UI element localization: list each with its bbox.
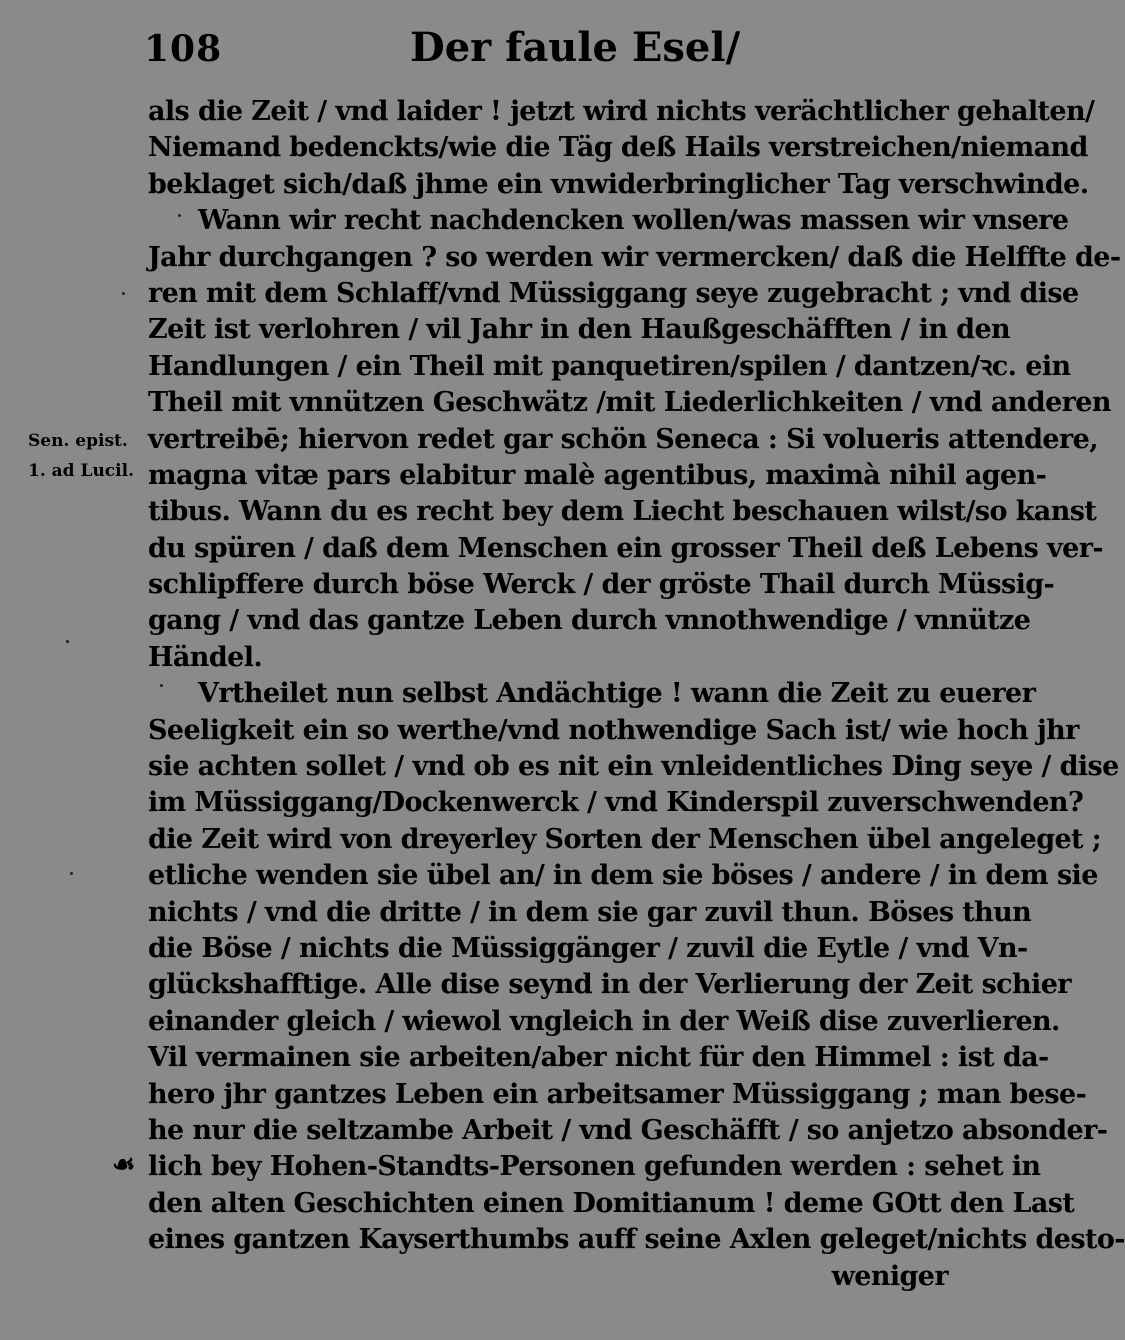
text-line: als die Zeit / vnd laider ! jetzt wird nichts verächtlicher gehalten/ bbox=[148, 96, 1095, 127]
ink-speck bbox=[70, 872, 73, 875]
text-line: hero jhr gantzes Leben ein arbeitsamer Müssiggang ; man bese- bbox=[148, 1078, 1087, 1110]
text-line: etliche wenden sie übel an/ in dem sie böses / andere / in dem sie bbox=[148, 860, 1098, 892]
text-line: beklaget sich/daß jhme ein vnwiderbringlicher Tag verschwinde. bbox=[148, 168, 1089, 200]
ink-speck bbox=[160, 684, 163, 687]
text-line: Jahr durchgangen ? so werden wir vermercken/ daß die Helffte de- bbox=[148, 241, 1121, 273]
text-line: die Böse / nichts die Müssiggänger / zuvil die Eytle / vnd Vn- bbox=[148, 932, 1028, 964]
ink-blot-mark: ☙ bbox=[112, 1150, 136, 1180]
body-text bbox=[148, 94, 1125, 1295]
text-line: Zeit ist verlohren / vil Jahr in den Haußgeschäfften / in den bbox=[148, 314, 1011, 346]
text-line: he nur die seltzambe Arbeit / vnd Geschäfft / so anjetzo absonder- bbox=[148, 1114, 1108, 1146]
text-line: Vil vermainen sie arbeiten/aber nicht für den Himmel : ist da- bbox=[148, 1042, 1049, 1074]
text-line: eines gantzen Kayserthumbs auff seine Axlen geleget/nichts desto- bbox=[148, 1224, 1125, 1256]
text-line: die Zeit wird von dreyerley Sorten der Menschen übel angeleget ; bbox=[148, 823, 1102, 855]
text-line: glückshafftige. Alle dise seynd in der Verlierung der Zeit schier bbox=[148, 969, 1071, 1001]
ink-speck bbox=[66, 640, 69, 643]
margin-note bbox=[28, 426, 140, 486]
text-line: vertreibē; hiervon redet gar schön Seneca : Si volueris attendere, bbox=[148, 423, 1099, 455]
ink-speck bbox=[122, 292, 125, 295]
text-line: einander gleich / wiewol vngleich in der Weiß dise zuverlieren. bbox=[148, 1005, 1060, 1037]
text-line: Handlungen / ein Theil mit panquetiren/spilen / dantzen/ꝛc. ein bbox=[148, 350, 1071, 382]
text-line: Wann wir recht nachdencken wollen/was massen wir vnsere bbox=[198, 205, 1069, 237]
catchword: weniger bbox=[831, 1260, 948, 1292]
ink-speck bbox=[178, 214, 181, 217]
text-line: sie achten sollet / vnd ob es nit ein vnleidentliches Ding seye / dise bbox=[148, 751, 1119, 783]
text-line: Seeligkeit ein so werthe/vnd nothwendige Sach ist/ wie hoch jhr bbox=[148, 714, 1079, 746]
page-number: 108 bbox=[144, 28, 223, 70]
text-line: ren mit dem Schlaff/vnd Müssiggang seye zugebracht ; vnd dise bbox=[148, 277, 1079, 309]
text-line: lich bey Hohen-Standts-Personen gefunden werden : sehet in bbox=[148, 1151, 1041, 1183]
text-line: gang / vnd das gantze Leben durch vnnothwendige / vnnütze bbox=[148, 605, 1031, 637]
text-line: im Müssiggang/Dockenwerck / vnd Kinderspil zuverschwenden? bbox=[148, 787, 1084, 819]
text-line: Theil mit vnnützen Geschwätz /mit Liederlichkeiten / vnd anderen bbox=[148, 387, 1111, 419]
text-line: den alten Geschichten einen Domitianum ! deme GOtt den Last bbox=[148, 1187, 1075, 1219]
text-line: Vrtheilet nun selbst Andächtige ! wann die Zeit zu euerer bbox=[198, 678, 1036, 710]
text-line: tibus. Wann du es recht bey dem Liecht beschauen wilst/so kanst bbox=[148, 496, 1097, 528]
text-line: nichts / vnd die dritte / in dem sie gar zuvil thun. Böses thun bbox=[148, 896, 1032, 928]
text-line: Händel. bbox=[148, 641, 263, 673]
margin-note-line: 1. ad Lucil. bbox=[28, 461, 134, 481]
text-line: Niemand bedenckts/wie die Täg deß Hails verstreichen/niemand bbox=[148, 132, 1088, 164]
page-header bbox=[140, 22, 940, 82]
running-title: Der faule Esel/ bbox=[410, 24, 741, 71]
text-line: schlipffere durch böse Werck / der gröste Thail durch Müssig- bbox=[148, 569, 1055, 601]
text-line: magna vitæ pars elabitur malè agentibus, maximà nihil agen- bbox=[148, 459, 1047, 491]
text-line: du spüren / daß dem Menschen ein grosser Theil deß Lebens ver- bbox=[148, 532, 1103, 564]
margin-note-line: Sen. epist. bbox=[28, 431, 128, 451]
